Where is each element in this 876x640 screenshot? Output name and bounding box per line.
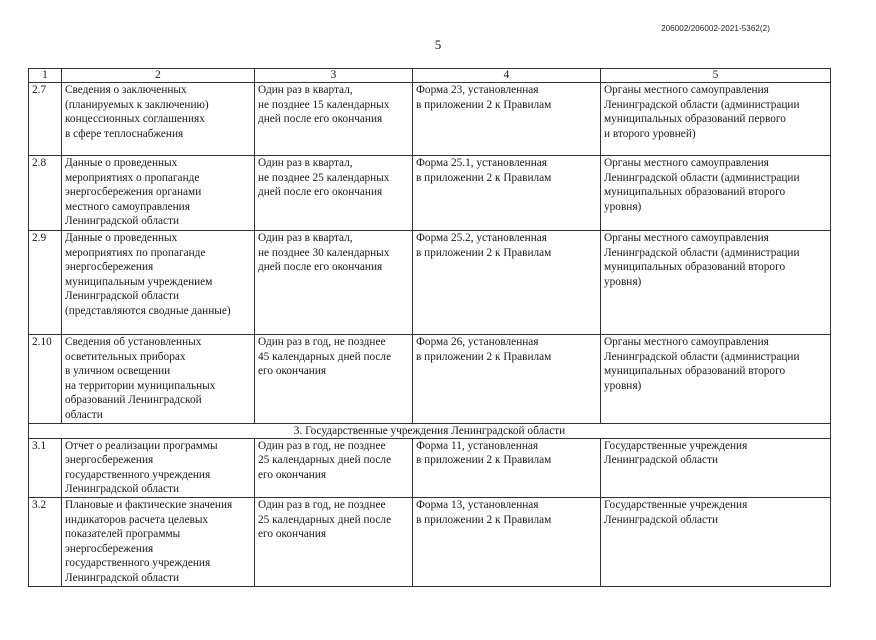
section-title: 3. Государственные учреждения Ленинградской области: [29, 423, 831, 438]
row-frequency: Один раз в год, не позднее 25 календарных дней после его окончания: [255, 497, 413, 586]
table-row: [29, 231, 831, 335]
row-description: Данные о проведенных мероприятиях по пропаганде энергосбережения муниципальным учреждением Ленинградской области (представляются сводные данные): [62, 231, 255, 335]
row-form: Форма 25.1, установленная в приложении 2 к Правилам: [413, 156, 601, 231]
row-recipient: Органы местного самоуправления Ленинградской области (администрации муниципальных образований второго уровня): [601, 231, 831, 335]
row-form: Форма 25.2, установленная в приложении 2 к Правилам: [413, 231, 601, 335]
row-number: 2.9: [29, 231, 62, 335]
row-description: Сведения о заключенных (планируемых к заключению) концессионных соглашениях в сфере теплоснабжения: [62, 83, 255, 156]
row-frequency: Один раз в квартал, не позднее 25 календарных дней после его окончания: [255, 156, 413, 231]
row-form: Форма 23, установленная в приложении 2 к Правилам: [413, 83, 601, 156]
document-id: 206002/206002-2021-5362(2): [661, 24, 770, 33]
row-form: Форма 26, установленная в приложении 2 к Правилам: [413, 335, 601, 424]
column-number: 5: [601, 69, 831, 83]
row-recipient: Органы местного самоуправления Ленинградской области (администрации муниципальных образований второго уровня): [601, 156, 831, 231]
row-description: Отчет о реализации программы энергосбережения государственного учреждения Ленинградской области: [62, 438, 255, 497]
page-number: 5: [434, 37, 442, 52]
row-recipient: Государственные учреждения Ленинградской области: [601, 438, 831, 497]
reporting-table: [28, 68, 831, 587]
row-recipient: Органы местного самоуправления Ленинградской области (администрации муниципальных образований второго уровня): [601, 335, 831, 424]
row-description: Плановые и фактические значения индикаторов расчета целевых показателей программы энергосбережения государственного учреждения Ленинградской области: [62, 497, 255, 586]
row-frequency: Один раз в год, не позднее 25 календарных дней после его окончания: [255, 438, 413, 497]
row-number: 2.10: [29, 335, 62, 424]
column-number: 1: [29, 69, 62, 83]
table-row: [29, 438, 831, 497]
table-row: [29, 83, 831, 156]
column-number: 4: [413, 69, 601, 83]
table-row: [29, 335, 831, 424]
table-row: [29, 497, 831, 586]
row-recipient: Органы местного самоуправления Ленинградской области (администрации муниципальных образований первого и второго уровней): [601, 83, 831, 156]
table-row: [29, 156, 831, 231]
row-recipient: Государственные учреждения Ленинградской области: [601, 497, 831, 586]
column-number: 3: [255, 69, 413, 83]
column-number-row: [29, 69, 831, 83]
row-form: Форма 13, установленная в приложении 2 к Правилам: [413, 497, 601, 586]
row-description: Данные о проведенных мероприятиях о пропаганде энергосбережения органами местного самоуправления Ленинградской области: [62, 156, 255, 231]
row-form: Форма 11, установленная в приложении 2 к Правилам: [413, 438, 601, 497]
row-number: 2.8: [29, 156, 62, 231]
row-number: 3.1: [29, 438, 62, 497]
row-number: 3.2: [29, 497, 62, 586]
row-frequency: Один раз в год, не позднее 45 календарных дней после его окончания: [255, 335, 413, 424]
section-header-row: [29, 423, 831, 438]
row-description: Сведения об установленных осветительных приборах в уличном освещении на территории муниципальных образований Ленинградской области: [62, 335, 255, 424]
row-frequency: Один раз в квартал, не позднее 30 календарных дней после его окончания: [255, 231, 413, 335]
column-number: 2: [62, 69, 255, 83]
row-frequency: Один раз в квартал, не позднее 15 календарных дней после его окончания: [255, 83, 413, 156]
row-number: 2.7: [29, 83, 62, 156]
